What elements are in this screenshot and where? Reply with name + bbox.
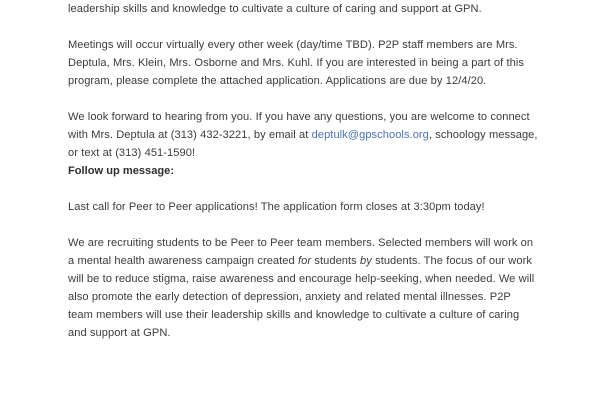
paragraph-meetings — [68, 36, 538, 90]
paragraph-contact-text-2: , by email at — [247, 129, 312, 141]
follow-up-heading: Follow up message: — [68, 165, 175, 177]
paragraph-recruiting — [68, 234, 538, 342]
paragraph-recruiting-text-2: students — [311, 255, 361, 267]
email-link[interactable]: deptulk@gpschools.org — [311, 129, 429, 141]
paragraph-contact-text: We look forward to hearing from you. If you have any questions, you are welcome to connect with Mrs. Deptula at — [68, 111, 530, 141]
emphasis-by: by — [360, 255, 372, 267]
phone-number-primary: (313) 432-3221 — [170, 129, 248, 141]
paragraph-contact-text-3: , schoology message, or text at — [68, 129, 538, 159]
paragraph-last-call: Last call for Peer to Peer applications! The application form closes at 3:30pm today! — [68, 201, 485, 213]
paragraph-meetings-text: Meetings will occur virtually every other week (day/time TBD). P2P staff members are Mrs. Deptula, Mrs. Klein, Mrs. Osborne and Mrs. Kuhl. If you are interested in being a part of this program, please complete the attached application. Applications are due by — [68, 39, 524, 87]
paragraph-contact-text-4: ! — [191, 147, 196, 159]
document-text-column — [68, 0, 538, 342]
emphasis-for: for — [298, 255, 312, 267]
paragraph-continuation: leadership skills and knowledge to cultivate a culture of caring and support at GPN. — [68, 3, 482, 15]
paragraph-recruiting-text-3: students. The focus of our work will be to reduce stigma, raise awareness and encourage help-seeking, when needed. We will also promote the early detection of depression, anxiety and related mental illnesses. P2P team members will use their leadership skills and knowledge to cultivate a culture of caring and support at GPN. — [68, 255, 535, 339]
phone-number-secondary: (313) 451-1590 — [115, 147, 192, 159]
application-due-date: 12/4/20 — [445, 75, 484, 87]
paragraph-recruiting-text: We are recruiting students to be Peer to Peer team members. Selected members will work on a mental health awareness campaign created — [68, 237, 534, 267]
paragraph-meetings-text-end: . — [483, 75, 487, 87]
paragraph-contact — [68, 108, 538, 162]
